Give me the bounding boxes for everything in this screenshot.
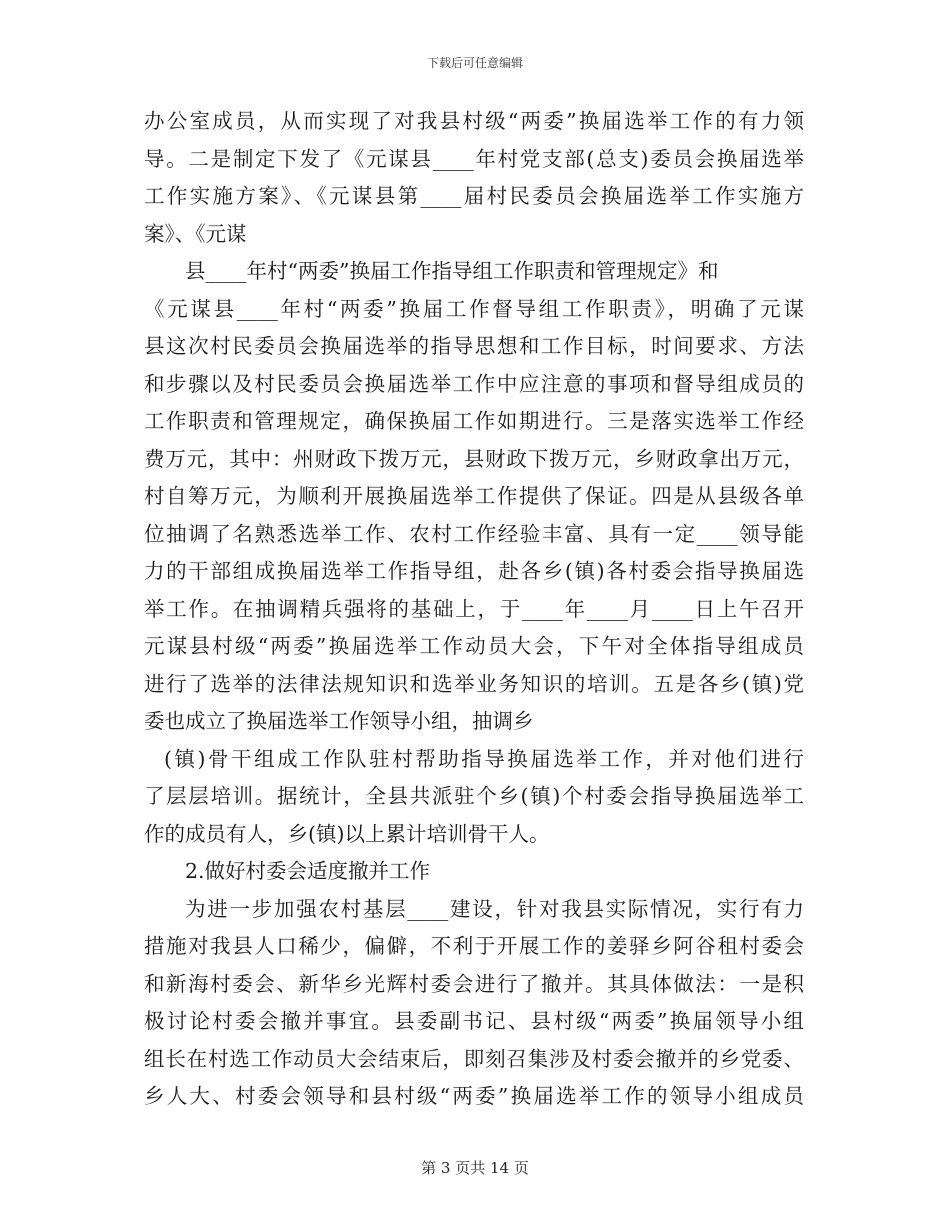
text-line: 工作职责和管理规定，确保换届工作如期进行。三是落实选举工作经 <box>144 409 804 433</box>
text-line: 作的成员有人，乡(镇)以上累计培训骨干人。 <box>144 821 550 846</box>
text-line: 和步骤以及村民委员会换届选举工作中应注意的事项和督导组成员的 <box>144 371 804 396</box>
text-line: 乡人大、村委会领导和县村级“两委”换届选举工作的领导小组成员 <box>144 1084 804 1108</box>
text-line: 举工作。在抽调精兵强将的基础上，于____年____月____日上午召开 <box>144 596 804 621</box>
text-line: 委也成立了换届选举工作领导小组，抽调乡 <box>144 709 534 733</box>
text-line: 导。二是制定下发了《元谋县____年村党支部(总支)委员会换届选举 <box>144 146 804 171</box>
section-heading: 2.做好村委会适度撤并工作 <box>185 859 431 883</box>
page-header: 下载后可任意编辑 <box>426 56 523 70</box>
text-line: 工作实施方案》、《元谋县第____届村民委员会换届选举工作实施方 <box>144 184 804 208</box>
text-line: 县这次村民委员会换届选举的指导思想和工作目标，时间要求、方法 <box>144 334 804 358</box>
text-line: 元谋县村级“两委”换届选举工作动员大会，下午对全体指导组成员 <box>144 634 804 658</box>
document-body <box>144 103 804 1116</box>
text-line: 办公室成员，从而实现了对我县村级“两委”换届选举工作的有力领 <box>144 109 804 133</box>
page-footer: 第 3 页共 14 页 <box>421 1159 529 1177</box>
text-line: 力的干部组成换届选举工作指导组，赴各乡(镇)各村委会指导换届选 <box>144 559 804 583</box>
text-line: 村自筹万元，为顺利开展换届选举工作提供了保证。四是从县级各单 <box>144 484 804 508</box>
text-line: 组长在村选工作动员大会结束后，即刻召集涉及村委会撤并的乡党委、 <box>144 1046 804 1071</box>
text-line: 《元谋县____年村“两委”换届工作督导组工作职责》，明确了元谋 <box>144 296 804 321</box>
text-line: 和新海村委会、新华乡光辉村委会进行了撤并。其具体做法：一是积 <box>144 971 804 996</box>
text-line: 为进一步加强农村基层____建设，针对我县实际情况，实行有力 <box>185 896 804 921</box>
text-line: 了层层培训。据统计，全县共派驻个乡(镇)个村委会指导换届选举工 <box>144 784 804 808</box>
text-line: 位抽调了名熟悉选举工作、农村工作经验丰富、具有一定____领导能 <box>144 521 804 546</box>
text-line: 进行了选举的法律法规知识和选举业务知识的培训。五是各乡(镇)党 <box>144 671 804 696</box>
text-line: 极讨论村委会撤并事宜。县委副书记、县村级“两委”换届领导小组 <box>144 1009 804 1033</box>
text-line: 措施对我县人口稀少，偏僻，不利于开展工作的姜驿乡阿谷租村委会 <box>144 934 804 958</box>
text-line: 县____年村“两委”换届工作指导组工作职责和管理规定》和 <box>185 259 719 283</box>
text-line: 费万元，其中：州财政下拨万元，县财政下拨万元，乡财政拿出万元， <box>144 446 804 471</box>
text-line: (镇)骨干组成工作队驻村帮助指导换届选举工作，并对他们进行 <box>164 746 804 771</box>
text-line: 案》、《元谋 <box>144 221 247 246</box>
